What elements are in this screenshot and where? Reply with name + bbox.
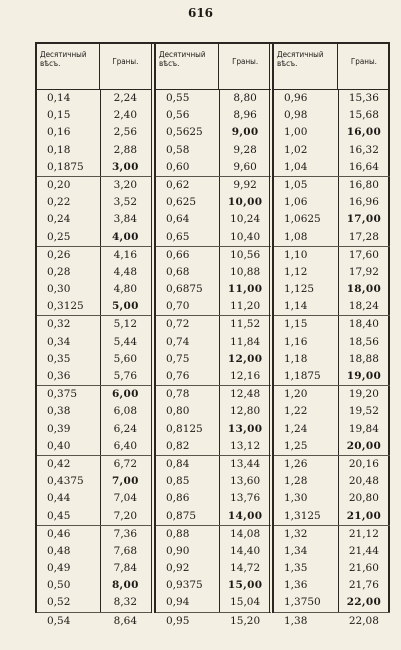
table-row (274, 264, 390, 281)
decimal-weight-cell: 1,18 (284, 352, 308, 365)
grains-cell: 7,20 (113, 509, 138, 522)
decimal-weight-cell: 0,3125 (47, 300, 84, 313)
grains-cell: 19,52 (348, 405, 379, 418)
grains-cell: 18,56 (348, 335, 379, 348)
table-row (274, 194, 390, 211)
decimal-weight-cell: 0,52 (47, 596, 71, 609)
table-row (274, 613, 390, 630)
table-row (274, 577, 390, 594)
decimal-weight-cell: 0,72 (166, 318, 190, 331)
decimal-weight-cell: 0,75 (166, 352, 190, 365)
table-row (156, 124, 271, 141)
table-row (274, 159, 390, 177)
table-row (37, 351, 151, 368)
decimal-weight-cell: 1,30 (284, 492, 308, 505)
decimal-weight-cell: 0,20 (47, 178, 71, 191)
grains-cell: 17,92 (348, 265, 379, 278)
table-row (274, 107, 390, 124)
table-row (274, 594, 390, 612)
decimal-weight-cell: 0,25 (47, 230, 71, 243)
table-row (156, 421, 271, 438)
grains-cell: 15,00 (227, 579, 263, 592)
decimal-weight-cell: 0,24 (47, 213, 71, 226)
table-row (37, 594, 151, 612)
grains-cell: 17,00 (346, 213, 382, 226)
table-row (37, 107, 151, 124)
table-row (37, 403, 151, 420)
grains-cell: 13,76 (230, 492, 261, 505)
table-row (156, 281, 271, 298)
table-row (156, 577, 271, 594)
decimal-weight-cell: 0,16 (47, 126, 71, 139)
grains-cell: 11,52 (230, 318, 261, 331)
table-row (274, 508, 390, 526)
page-number: 616 (187, 6, 214, 20)
grains-cell: 21,12 (348, 527, 379, 540)
table-row (37, 386, 151, 403)
table-row (274, 543, 390, 560)
grains-cell: 5,60 (113, 352, 138, 365)
grains-cell: 20,00 (346, 439, 382, 452)
table-row (274, 560, 390, 577)
decimal-weight-cell: 1,25 (284, 439, 308, 452)
table-row (156, 526, 271, 543)
table-block-3 (272, 44, 390, 627)
rows (156, 90, 271, 630)
grains-cell: 9,60 (233, 160, 257, 173)
table-row (274, 90, 390, 107)
decimal-weight-cell: 0,9375 (166, 579, 203, 592)
grains-cell: 11,00 (227, 283, 263, 296)
decimal-weight-cell: 1,05 (284, 178, 308, 191)
table-row (156, 351, 271, 368)
grains-cell: 8,32 (113, 596, 138, 609)
rows (37, 90, 151, 630)
decimal-weight-cell: 0,35 (47, 352, 71, 365)
table-row (274, 490, 390, 507)
decimal-weight-cell: 0,32 (47, 318, 71, 331)
decimal-weight-cell: 1,3750 (284, 596, 321, 609)
grains-cell: 15,68 (348, 109, 379, 122)
grains-cell: 8,96 (233, 109, 257, 122)
decimal-weight-cell: 1,06 (284, 196, 308, 209)
table-header (274, 44, 390, 90)
grains-cell: 14,00 (227, 509, 263, 522)
decimal-weight-cell: 1,3125 (284, 509, 321, 522)
table-row (37, 508, 151, 526)
table-row (156, 490, 271, 507)
grains-cell: 13,12 (230, 439, 261, 452)
grains-cell: 8,64 (113, 614, 138, 627)
decimal-weight-cell: 0,78 (166, 388, 190, 401)
decimal-weight-cell: 0,70 (166, 300, 190, 313)
table-row (156, 613, 271, 630)
table-row (274, 526, 390, 543)
table-row (37, 211, 151, 228)
table-row (37, 159, 151, 177)
decimal-weight-cell: 1,28 (284, 475, 308, 488)
decimal-weight-cell: 1,24 (284, 422, 308, 435)
table-row (274, 386, 390, 403)
decimal-weight-cell: 0,40 (47, 439, 71, 452)
decimal-weight-cell: 1,20 (284, 388, 308, 401)
grains-cell: 16,00 (346, 126, 382, 139)
table-row (37, 473, 151, 490)
table-row (37, 316, 151, 333)
table-row (274, 456, 390, 473)
decimal-weight-cell: 0,74 (166, 335, 190, 348)
grains-cell: 19,00 (346, 370, 382, 382)
decimal-weight-cell: 0,34 (47, 335, 71, 348)
decimal-weight-cell: 0,15 (47, 109, 71, 122)
decimal-weight-cell: 0,92 (166, 562, 190, 575)
table-row (156, 543, 271, 560)
table-row (37, 421, 151, 438)
grains-cell: 6,24 (113, 422, 138, 435)
grains-cell: 6,00 (111, 388, 139, 401)
grains-cell: 20,16 (348, 457, 379, 470)
table-row (37, 194, 151, 211)
decimal-weight-cell: 0,88 (166, 527, 190, 540)
decimal-weight-cell: 0,46 (47, 527, 71, 540)
decimal-weight-cell: 0,64 (166, 213, 190, 226)
decimal-weight-cell: 1,36 (284, 579, 308, 592)
table-row (274, 334, 390, 351)
decimal-weight-cell: 1,16 (284, 335, 308, 348)
table-row (274, 351, 390, 368)
decimal-weight-cell: 0,39 (47, 422, 71, 435)
grains-cell: 22,00 (346, 596, 382, 609)
decimal-weight-cell: 1,04 (284, 160, 308, 173)
grains-cell: 3,20 (113, 178, 138, 191)
table-row (274, 211, 390, 228)
table-row (274, 247, 390, 264)
grains-cell: 4,48 (113, 265, 138, 278)
grains-cell: 14,72 (230, 562, 261, 575)
grains-cell: 7,36 (113, 527, 138, 540)
decimal-weight-cell: 0,86 (166, 492, 190, 505)
decimal-weight-cell: 0,36 (47, 370, 71, 382)
decimal-weight-cell: 0,38 (47, 405, 71, 418)
decimal-weight-cell: 0,875 (166, 509, 197, 522)
table-row (156, 403, 271, 420)
decimal-weight-cell: 0,18 (47, 143, 71, 156)
grains-cell: 6,72 (113, 457, 138, 470)
decimal-weight-cell: 0,62 (166, 178, 190, 191)
header-grains: Граны. (350, 57, 377, 66)
table-row (37, 490, 151, 507)
decimal-weight-cell: 0,65 (166, 230, 190, 243)
table-row (37, 142, 151, 159)
decimal-weight-cell: 0,14 (47, 92, 71, 104)
grains-cell: 10,24 (230, 213, 261, 226)
decimal-weight-cell: 0,30 (47, 283, 71, 296)
grains-cell: 9,00 (231, 126, 259, 139)
grains-cell: 12,80 (230, 405, 261, 418)
decimal-weight-cell: 1,12 (284, 265, 308, 278)
grains-cell: 7,00 (111, 475, 139, 488)
decimal-weight-cell: 0,375 (47, 388, 78, 401)
grains-cell: 10,40 (230, 230, 261, 243)
table-block-2 (154, 44, 271, 627)
grains-cell: 6,40 (113, 439, 138, 452)
decimal-weight-cell: 1,26 (284, 457, 308, 470)
decimal-weight-cell: 0,48 (47, 544, 71, 557)
decimal-weight-cell: 0,90 (166, 544, 190, 557)
table-row (274, 368, 390, 386)
grains-cell: 20,80 (348, 492, 379, 505)
table-row (37, 298, 151, 316)
decimal-weight-cell: 0,76 (166, 370, 190, 382)
decimal-weight-cell: 0,625 (166, 196, 197, 209)
grains-cell: 12,00 (227, 352, 263, 365)
grains-cell: 4,00 (111, 230, 139, 243)
table-row (156, 368, 271, 386)
grains-cell: 18,24 (348, 300, 379, 313)
grains-cell: 19,84 (348, 422, 379, 435)
decimal-weight-cell: 0,84 (166, 457, 190, 470)
grains-cell: 2,88 (113, 143, 138, 156)
grains-cell: 15,36 (348, 92, 379, 104)
table-row (274, 124, 390, 141)
grains-cell: 16,64 (348, 160, 379, 173)
table-row (37, 334, 151, 351)
grains-cell: 9,28 (233, 143, 257, 156)
decimal-weight-cell: 0,49 (47, 562, 71, 575)
table-row (37, 543, 151, 560)
table-row (156, 159, 271, 177)
table-row (37, 90, 151, 107)
table-row (156, 334, 271, 351)
table-row (37, 613, 151, 630)
table-row (37, 264, 151, 281)
decimal-weight-cell: 0,95 (166, 614, 190, 627)
decimal-weight-cell: 1,35 (284, 562, 308, 575)
decimal-weight-cell: 0,22 (47, 196, 71, 209)
decimal-weight-cell: 0,82 (166, 439, 190, 452)
grains-cell: 5,00 (111, 300, 139, 313)
decimal-weight-cell: 1,34 (284, 544, 308, 557)
decimal-weight-cell: 1,15 (284, 318, 308, 331)
grains-cell: 18,40 (348, 318, 379, 331)
grains-cell: 3,84 (113, 213, 138, 226)
grains-cell: 17,60 (348, 248, 379, 261)
decimal-weight-cell: 0,58 (166, 143, 190, 156)
table-row (156, 90, 271, 107)
decimal-weight-cell: 0,42 (47, 457, 71, 470)
table-row (274, 142, 390, 159)
grains-cell: 21,60 (348, 562, 379, 575)
grains-cell: 10,88 (230, 265, 261, 278)
grains-cell: 2,56 (113, 126, 138, 139)
grains-cell: 20,48 (348, 475, 379, 488)
decimal-weight-cell: 0,85 (166, 475, 190, 488)
decimal-weight-cell: 1,38 (284, 614, 308, 627)
decimal-weight-cell: 0,60 (166, 160, 190, 173)
table-row (156, 247, 271, 264)
table-row (156, 438, 271, 456)
header-decimal-weight: Десятичный вѣсъ. (274, 44, 338, 89)
table-row (274, 421, 390, 438)
table-row (156, 177, 271, 194)
grains-cell: 22,08 (348, 614, 379, 627)
table-row (156, 264, 271, 281)
grains-cell: 12,48 (230, 388, 261, 401)
decimal-weight-cell: 0,56 (166, 109, 190, 122)
grains-cell: 18,88 (348, 352, 379, 365)
table-row (156, 107, 271, 124)
grains-cell: 10,00 (227, 196, 263, 209)
decimal-weight-cell: 0,98 (284, 109, 308, 122)
decimal-weight-cell: 1,32 (284, 527, 308, 540)
grains-cell: 17,28 (348, 230, 379, 243)
decimal-weight-cell: 1,10 (284, 248, 308, 261)
decimal-weight-cell: 0,68 (166, 265, 190, 278)
decimal-weight-cell: 0,1875 (47, 160, 84, 173)
grains-cell: 3,52 (113, 196, 138, 209)
grains-cell: 15,20 (230, 614, 261, 627)
decimal-weight-cell: 0,50 (47, 579, 71, 592)
decimal-weight-cell: 1,08 (284, 230, 308, 243)
table-row (274, 403, 390, 420)
table-row (156, 386, 271, 403)
table-row (274, 438, 390, 456)
decimal-weight-cell: 0,80 (166, 405, 190, 418)
table-row (156, 473, 271, 490)
decimal-weight-cell: 0,44 (47, 492, 71, 505)
table-row (156, 316, 271, 333)
decimal-weight-cell: 1,00 (284, 126, 308, 139)
conversion-table (35, 42, 390, 627)
table-row (37, 247, 151, 264)
decimal-weight-cell: 1,02 (284, 143, 308, 156)
grains-cell: 13,00 (227, 422, 263, 435)
table-header (156, 44, 271, 90)
decimal-weight-cell: 0,6875 (166, 283, 203, 296)
grains-cell: 8,80 (233, 92, 257, 104)
grains-cell: 16,32 (348, 143, 379, 156)
table-block-1 (37, 44, 151, 627)
table-row (37, 124, 151, 141)
table-row (274, 316, 390, 333)
table-row (156, 229, 271, 247)
grains-cell: 13,44 (230, 457, 261, 470)
decimal-weight-cell: 0,28 (47, 265, 71, 278)
grains-cell: 5,76 (113, 370, 138, 382)
grains-cell: 11,84 (230, 335, 261, 348)
table-row (37, 526, 151, 543)
table-header (37, 44, 151, 90)
table-row (37, 577, 151, 594)
decimal-weight-cell: 0,45 (47, 509, 71, 522)
grains-cell: 12,16 (230, 370, 261, 382)
decimal-weight-cell: 0,54 (47, 614, 71, 627)
grains-cell: 10,56 (230, 248, 261, 261)
table-row (156, 560, 271, 577)
grains-cell: 5,12 (113, 318, 138, 331)
decimal-weight-cell: 0,96 (284, 92, 308, 104)
table-row (37, 229, 151, 247)
table-row (274, 298, 390, 316)
grains-cell: 19,20 (348, 388, 379, 401)
table-row (37, 368, 151, 386)
grains-cell: 2,40 (113, 109, 138, 122)
grains-cell: 3,00 (111, 160, 139, 173)
table-row (274, 281, 390, 298)
grains-cell: 6,08 (113, 405, 138, 418)
grains-cell: 7,84 (113, 562, 138, 575)
decimal-weight-cell: 0,66 (166, 248, 190, 261)
table-row (37, 281, 151, 298)
grains-cell: 13,60 (230, 475, 261, 488)
grains-cell: 11,20 (230, 300, 261, 313)
grains-cell: 7,04 (113, 492, 138, 505)
grains-cell: 21,44 (348, 544, 379, 557)
table-row (156, 194, 271, 211)
table-row (37, 438, 151, 456)
decimal-weight-cell: 0,5625 (166, 126, 203, 139)
table-row (37, 560, 151, 577)
decimal-weight-cell: 1,14 (284, 300, 308, 313)
decimal-weight-cell: 0,8125 (166, 422, 203, 435)
grains-cell: 4,80 (113, 283, 138, 296)
table-row (274, 229, 390, 247)
decimal-weight-cell: 0,55 (166, 92, 190, 104)
grains-cell: 16,80 (348, 178, 379, 191)
grains-cell: 7,68 (113, 544, 138, 557)
grains-cell: 2,24 (113, 92, 138, 104)
decimal-weight-cell: 1,22 (284, 405, 308, 418)
decimal-weight-cell: 0,94 (166, 596, 190, 609)
header-decimal-weight: Десятичный вѣсъ. (37, 44, 100, 89)
header-grains: Граны. (112, 57, 139, 66)
decimal-weight-cell: 1,1875 (284, 370, 321, 382)
rows (274, 90, 390, 630)
grains-cell: 4,16 (113, 248, 138, 261)
grains-cell: 14,40 (230, 544, 261, 557)
table-row (274, 473, 390, 490)
table-row (156, 594, 271, 612)
grains-cell: 9,92 (233, 178, 257, 191)
table-row (274, 177, 390, 194)
decimal-weight-cell: 0,4375 (47, 475, 84, 488)
grains-cell: 16,96 (348, 196, 379, 209)
grains-cell: 5,44 (113, 335, 138, 348)
grains-cell: 14,08 (230, 527, 261, 540)
table-row (156, 508, 271, 526)
table-row (156, 142, 271, 159)
table-row (156, 456, 271, 473)
table-row (156, 211, 271, 228)
decimal-weight-cell: 1,0625 (284, 213, 321, 226)
grains-cell: 21,76 (348, 579, 379, 592)
grains-cell: 21,00 (346, 509, 382, 522)
grains-cell: 18,00 (346, 283, 382, 296)
table-row (156, 298, 271, 316)
table-row (37, 456, 151, 473)
table-row (37, 177, 151, 194)
grains-cell: 15,04 (230, 596, 261, 609)
grains-cell: 8,00 (111, 579, 139, 592)
header-decimal-weight: Десятичный вѣсъ. (156, 44, 219, 89)
decimal-weight-cell: 0,26 (47, 248, 71, 261)
header-grains: Граны. (232, 57, 259, 66)
decimal-weight-cell: 1,125 (284, 283, 315, 296)
